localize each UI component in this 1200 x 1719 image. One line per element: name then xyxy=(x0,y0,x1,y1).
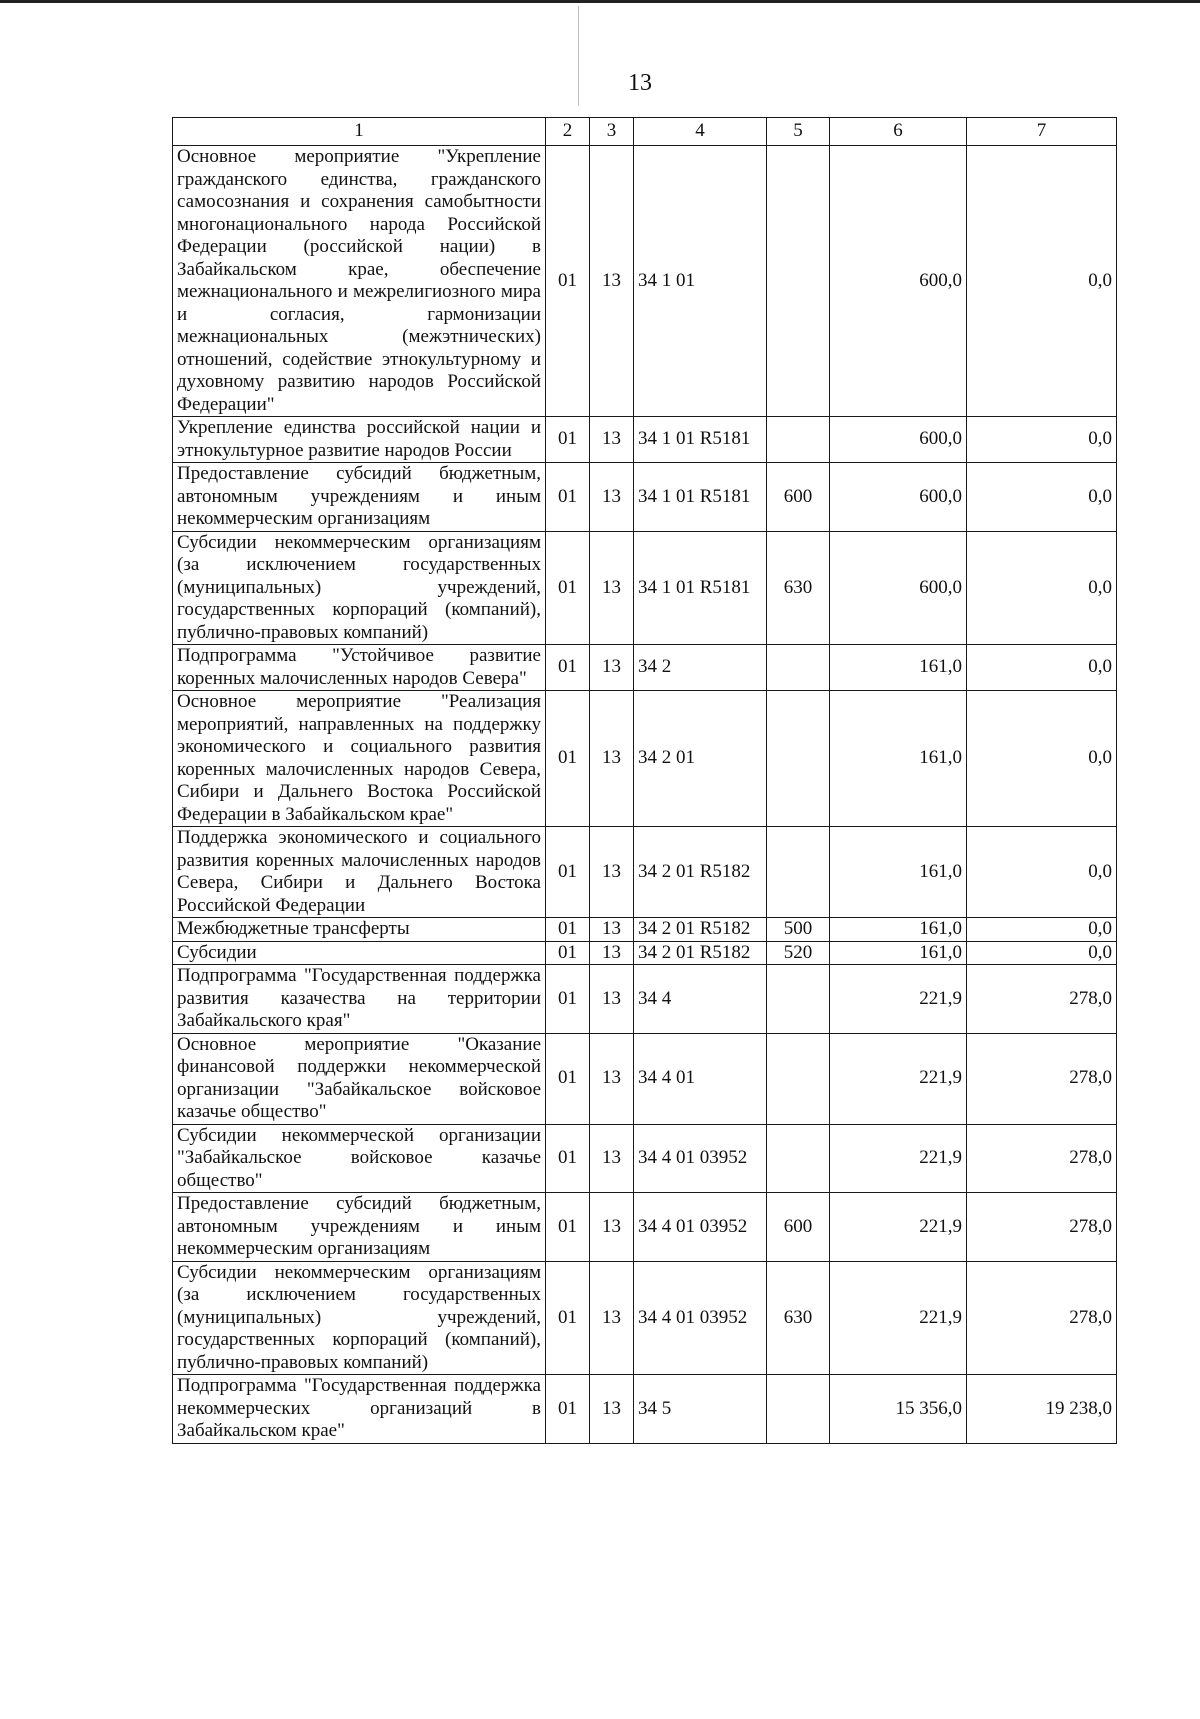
row-subsection: 13 xyxy=(590,965,634,1034)
table-row xyxy=(173,146,1117,417)
row-expense-type xyxy=(767,417,830,463)
row-subsection: 13 xyxy=(590,463,634,532)
row-name: Субсидии некоммерческим организациям (за исключением государственных (муниципальных) учреждений, государственных корпораций (компаний), публично-правовых компаний) xyxy=(173,1261,546,1375)
row-amount-1: 221,9 xyxy=(830,1261,967,1375)
row-section: 01 xyxy=(546,691,590,827)
row-section: 01 xyxy=(546,463,590,532)
row-expense-type: 600 xyxy=(767,1193,830,1262)
row-section: 01 xyxy=(546,1124,590,1193)
row-target-code: 34 4 01 xyxy=(634,1033,767,1124)
row-name: Предоставление субсидий бюджетным, автономным учреждениям и иным некоммерческим организациям xyxy=(173,1193,546,1262)
row-subsection: 13 xyxy=(590,918,634,942)
row-subsection: 13 xyxy=(590,146,634,417)
table-row xyxy=(173,1193,1117,1262)
row-amount-1: 600,0 xyxy=(830,531,967,645)
row-target-code: 34 4 01 03952 xyxy=(634,1193,767,1262)
row-expense-type: 600 xyxy=(767,463,830,532)
header-col-1: 1 xyxy=(173,118,546,146)
row-amount-1: 161,0 xyxy=(830,918,967,942)
row-name: Подпрограмма "Государственная поддержка некоммерческих организаций в Забайкальском крае" xyxy=(173,1375,546,1444)
row-subsection: 13 xyxy=(590,941,634,965)
row-amount-2: 0,0 xyxy=(967,417,1117,463)
row-amount-2: 0,0 xyxy=(967,691,1117,827)
row-amount-2: 0,0 xyxy=(967,827,1117,918)
row-target-code: 34 2 01 R5182 xyxy=(634,827,767,918)
row-section: 01 xyxy=(546,1033,590,1124)
page-top-border xyxy=(0,0,1200,3)
row-name: Поддержка экономического и социального развития коренных малочисленных народов Севера, Сибири и Дальнего Востока Российской Федерации xyxy=(173,827,546,918)
row-section: 01 xyxy=(546,146,590,417)
row-target-code: 34 5 xyxy=(634,1375,767,1444)
row-expense-type xyxy=(767,146,830,417)
row-amount-1: 600,0 xyxy=(830,146,967,417)
row-subsection: 13 xyxy=(590,1261,634,1375)
row-subsection: 13 xyxy=(590,645,634,691)
row-target-code: 34 2 01 R5182 xyxy=(634,941,767,965)
row-name: Субсидии xyxy=(173,941,546,965)
row-amount-2: 0,0 xyxy=(967,531,1117,645)
row-amount-1: 161,0 xyxy=(830,645,967,691)
row-section: 01 xyxy=(546,1261,590,1375)
header-col-2: 2 xyxy=(546,118,590,146)
row-amount-2: 278,0 xyxy=(967,1261,1117,1375)
row-expense-type: 520 xyxy=(767,941,830,965)
row-section: 01 xyxy=(546,1193,590,1262)
row-name: Подпрограмма "Устойчивое развитие коренных малочисленных народов Севера" xyxy=(173,645,546,691)
row-subsection: 13 xyxy=(590,1193,634,1262)
row-name: Межбюджетные трансферты xyxy=(173,918,546,942)
row-expense-type xyxy=(767,691,830,827)
row-amount-1: 161,0 xyxy=(830,691,967,827)
row-name: Основное мероприятие "Реализация мероприятий, направленных на поддержку экономического и социального развития коренных малочисленных народов Севера, Сибири и Дальнего Востока Российской Федерации в Забайкальском крае" xyxy=(173,691,546,827)
row-section: 01 xyxy=(546,1375,590,1444)
row-amount-1: 221,9 xyxy=(830,1033,967,1124)
table-row xyxy=(173,645,1117,691)
budget-table xyxy=(172,117,1117,1444)
scan-artifact-line xyxy=(578,6,579,106)
row-amount-2: 0,0 xyxy=(967,918,1117,942)
row-expense-type: 500 xyxy=(767,918,830,942)
row-amount-2: 0,0 xyxy=(967,645,1117,691)
row-amount-1: 600,0 xyxy=(830,417,967,463)
table-row xyxy=(173,918,1117,942)
row-name: Подпрограмма "Государственная поддержка развития казачества на территории Забайкальского края" xyxy=(173,965,546,1034)
row-amount-2: 19 238,0 xyxy=(967,1375,1117,1444)
row-target-code: 34 1 01 xyxy=(634,146,767,417)
row-name: Субсидии некоммерческой организации "Забайкальское войсковое казачье общество" xyxy=(173,1124,546,1193)
row-expense-type xyxy=(767,1375,830,1444)
row-amount-1: 161,0 xyxy=(830,941,967,965)
row-amount-2: 0,0 xyxy=(967,463,1117,532)
header-col-7: 7 xyxy=(967,118,1117,146)
row-amount-1: 221,9 xyxy=(830,965,967,1034)
header-col-6: 6 xyxy=(830,118,967,146)
row-expense-type xyxy=(767,1033,830,1124)
row-section: 01 xyxy=(546,941,590,965)
row-subsection: 13 xyxy=(590,827,634,918)
row-amount-2: 278,0 xyxy=(967,1124,1117,1193)
table-row xyxy=(173,691,1117,827)
row-expense-type xyxy=(767,965,830,1034)
row-amount-2: 0,0 xyxy=(967,146,1117,417)
row-name: Предоставление субсидий бюджетным, автономным учреждениям и иным некоммерческим организациям xyxy=(173,463,546,532)
row-amount-2: 278,0 xyxy=(967,965,1117,1034)
row-amount-2: 278,0 xyxy=(967,1193,1117,1262)
row-section: 01 xyxy=(546,918,590,942)
row-subsection: 13 xyxy=(590,691,634,827)
row-name: Основное мероприятие "Оказание финансовой поддержки некоммерческой организации "Забайкальское войсковое казачье общество" xyxy=(173,1033,546,1124)
row-subsection: 13 xyxy=(590,1375,634,1444)
row-section: 01 xyxy=(546,827,590,918)
row-target-code: 34 4 01 03952 xyxy=(634,1261,767,1375)
row-name: Субсидии некоммерческим организациям (за исключением государственных (муниципальных) учреждений, государственных корпораций (компаний), публично-правовых компаний) xyxy=(173,531,546,645)
table-row xyxy=(173,941,1117,965)
row-expense-type: 630 xyxy=(767,1261,830,1375)
row-subsection: 13 xyxy=(590,531,634,645)
row-name: Основное мероприятие "Укрепление гражданского единства, гражданского самосознания и сохранения самобытности многонационального народа Российской Федерации (российской нации) в Забайкальском крае, обеспечение межнационального и межрелигиозного мира и согласия, гармонизации межнациональных (межэтнических) отношений, содействие этнокультурному и духовному развитию народов Российской Федерации" xyxy=(173,146,546,417)
header-col-4: 4 xyxy=(634,118,767,146)
row-amount-1: 221,9 xyxy=(830,1193,967,1262)
row-target-code: 34 4 01 03952 xyxy=(634,1124,767,1193)
row-name: Укрепление единства российской нации и этнокультурное развитие народов России xyxy=(173,417,546,463)
row-section: 01 xyxy=(546,417,590,463)
row-target-code: 34 1 01 R5181 xyxy=(634,417,767,463)
row-section: 01 xyxy=(546,645,590,691)
row-section: 01 xyxy=(546,531,590,645)
row-expense-type: 630 xyxy=(767,531,830,645)
row-expense-type xyxy=(767,645,830,691)
row-amount-1: 15 356,0 xyxy=(830,1375,967,1444)
table-row xyxy=(173,1375,1117,1444)
table-row xyxy=(173,827,1117,918)
row-target-code: 34 4 xyxy=(634,965,767,1034)
row-target-code: 34 2 01 xyxy=(634,691,767,827)
row-expense-type xyxy=(767,1124,830,1193)
page-number: 13 xyxy=(628,70,652,96)
table-row xyxy=(173,1261,1117,1375)
table-row xyxy=(173,417,1117,463)
row-expense-type xyxy=(767,827,830,918)
row-amount-2: 278,0 xyxy=(967,1033,1117,1124)
table-row xyxy=(173,1033,1117,1124)
table-row xyxy=(173,531,1117,645)
row-subsection: 13 xyxy=(590,1033,634,1124)
table-row xyxy=(173,1124,1117,1193)
table-row xyxy=(173,965,1117,1034)
row-amount-2: 0,0 xyxy=(967,941,1117,965)
row-subsection: 13 xyxy=(590,417,634,463)
header-row xyxy=(173,118,1117,146)
table-row xyxy=(173,463,1117,532)
header-col-5: 5 xyxy=(767,118,830,146)
row-amount-1: 600,0 xyxy=(830,463,967,532)
row-amount-1: 161,0 xyxy=(830,827,967,918)
row-target-code: 34 1 01 R5181 xyxy=(634,531,767,645)
row-section: 01 xyxy=(546,965,590,1034)
row-subsection: 13 xyxy=(590,1124,634,1193)
row-target-code: 34 1 01 R5181 xyxy=(634,463,767,532)
row-target-code: 34 2 xyxy=(634,645,767,691)
header-col-3: 3 xyxy=(590,118,634,146)
row-target-code: 34 2 01 R5182 xyxy=(634,918,767,942)
row-amount-1: 221,9 xyxy=(830,1124,967,1193)
